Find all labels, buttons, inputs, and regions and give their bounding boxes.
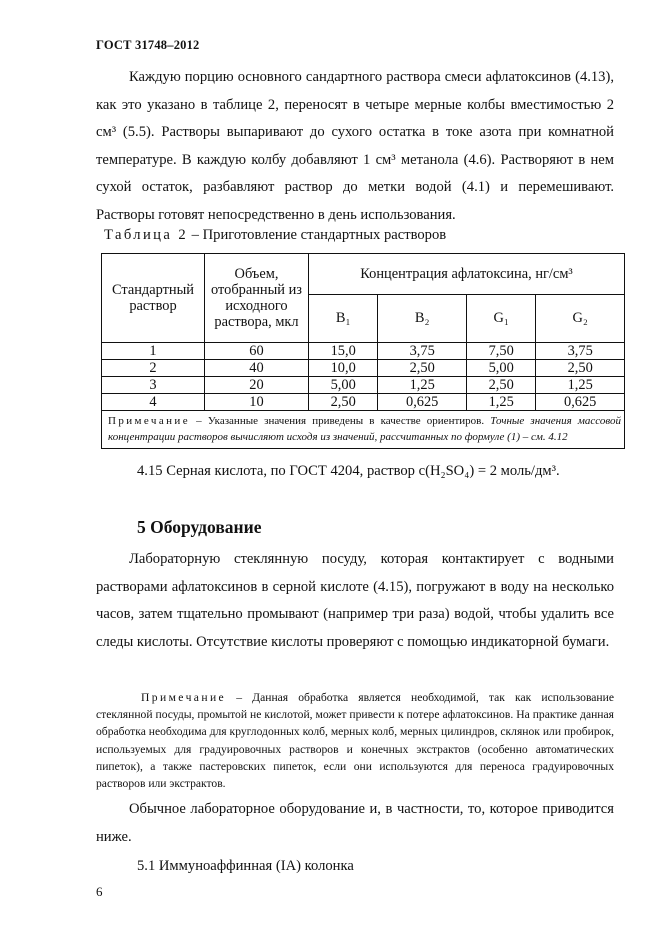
cell-g1: 2,50 — [466, 377, 535, 394]
header-concentration: Концентрация афлатоксина, нг/см³ — [309, 254, 625, 295]
header-volume: Объем, отобранный из исходного раствора, мкл — [205, 254, 309, 343]
paragraph-standard-solutions — [96, 64, 614, 230]
item-5-1: 5.1 Иммуноаффинная (IA) колонка — [137, 858, 354, 874]
table-row — [102, 343, 625, 360]
section-title: 5 Оборудование — [137, 517, 262, 537]
cell-b1: 10,0 — [309, 360, 378, 377]
standard-solutions-table — [101, 253, 625, 449]
cell-g2: 0,625 — [536, 394, 625, 411]
subheader-g1: G₁ — [466, 294, 535, 342]
section-note-label: Примечание — [141, 691, 227, 704]
cell-b2: 0,625 — [378, 394, 467, 411]
cell-g2: 1,25 — [536, 377, 625, 394]
cell-b1: 2,50 — [309, 394, 378, 411]
cell-g2: 2,50 — [536, 360, 625, 377]
table-note — [102, 411, 625, 449]
cell-g1: 7,50 — [466, 343, 535, 360]
cell-standard: 2 — [102, 360, 205, 377]
paragraph-text: Каждую порцию основного сандартного раствора смеси афлатоксинов (4.13), как это указано в таблице 2, переносят в четыре мерные колбы вместимостью 2 см³ (5.5). Растворы выпаривают до сухого остатка в токе азота при комнатной температуре. В каждую колбу добавляют 1 см³ метанола (4.6). Растворяют в нем сухой остаток, разбавляют раствор до метки водой (4.1) и перемешивают. Растворы готовят непосредственно в день использования. — [96, 69, 614, 223]
subheader-b1: B₁ — [309, 294, 378, 342]
paragraph-text: Лабораторную стеклянную посуду, которая контактирует с водными растворами афлатоксинов в серной кислоте (4.15), погружают в воду на несколько часов, затем тщательно промывают (например три раза) водой, чтобы удалить все следы кислоты. Отсутствие кислоты проверяют с помощью индикаторной бумаги. — [96, 551, 614, 650]
cell-standard: 1 — [102, 343, 205, 360]
cell-b2: 3,75 — [378, 343, 467, 360]
table-note-text: – Указанные значения приведены в качестве ориентиров. — [196, 415, 485, 427]
table-caption — [104, 227, 446, 244]
cell-b1: 5,00 — [309, 377, 378, 394]
page-number: 6 — [96, 884, 103, 899]
subheader-g2: G₂ — [536, 294, 625, 342]
cell-g1: 5,00 — [466, 360, 535, 377]
section-note-text: – Данная обработка является необходимой, так как использование стеклянной посуды, промытой не кислотой, может привести к потере афлатоксинов. На практике данная обработка необходима для круглодонных колб, мерных колб, мерных цилиндров, склянок или пробирок, используемых для градуировочных растворов и конечных экстрактов (особенно автоматических пипеток), а также пастеровских пипеток, если они используются для переноса градуировочных растворов или экстрактов. — [96, 691, 614, 791]
item-4-15: 4.15 Серная кислота, по ГОСТ 4204, раствор c(H₂SO₄) = 2 моль/дм³. — [137, 463, 560, 479]
subheader-b2: B₂ — [378, 294, 467, 342]
cell-volume: 60 — [205, 343, 309, 360]
paragraph-glassware — [96, 546, 614, 656]
table-caption-title: – Приготовление стандартных растворов — [191, 227, 447, 243]
table-note-italic: Точные значения массовой концентрации растворов вычисляют исходя из значений, рассчитанных по формуле (1) – см. 4.12 — [108, 415, 622, 443]
table-row — [102, 377, 625, 394]
header-standard-solution: Стандартный раствор — [102, 254, 205, 343]
paragraph-text: Обычное лабораторное оборудование и, в частности, то, которое приводится ниже. — [96, 801, 614, 845]
cell-g1: 1,25 — [466, 394, 535, 411]
document-code: ГОСТ 31748–2012 — [96, 38, 200, 52]
cell-b2: 2,50 — [378, 360, 467, 377]
cell-standard: 3 — [102, 377, 205, 394]
cell-b2: 1,25 — [378, 377, 467, 394]
cell-volume: 20 — [205, 377, 309, 394]
paragraph-equipment — [96, 796, 614, 851]
section-note — [96, 689, 614, 792]
cell-volume: 40 — [205, 360, 309, 377]
table-caption-label: Таблица 2 — [104, 227, 189, 243]
table-row — [102, 360, 625, 377]
cell-g2: 3,75 — [536, 343, 625, 360]
cell-b1: 15,0 — [309, 343, 378, 360]
table-row — [102, 394, 625, 411]
cell-standard: 4 — [102, 394, 205, 411]
table-note-label: Примечание — [108, 415, 190, 427]
cell-volume: 10 — [205, 394, 309, 411]
